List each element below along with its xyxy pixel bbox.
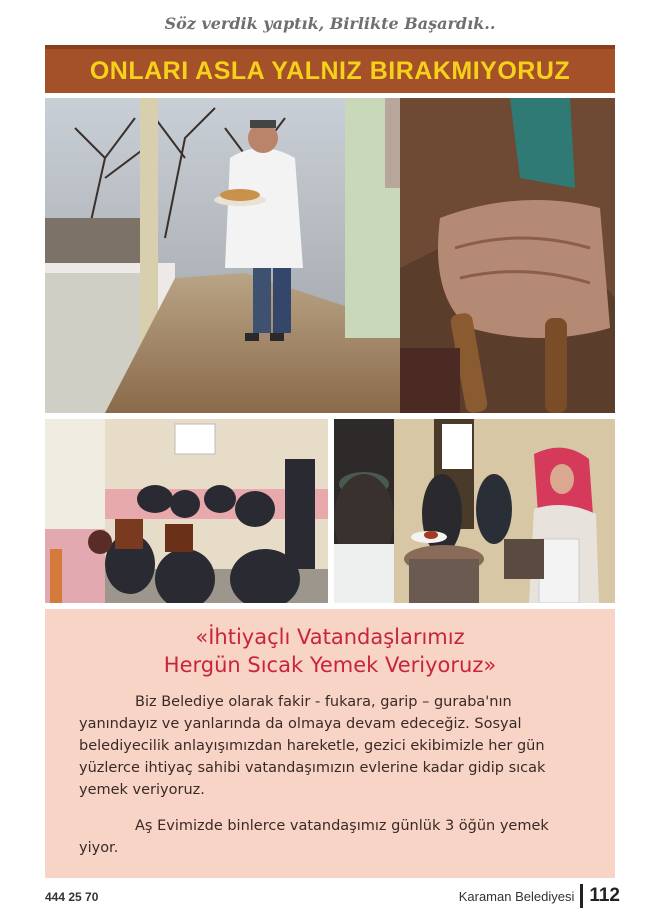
photo-dining-hall [45, 419, 328, 603]
page-number: 112 [589, 885, 620, 906]
photo-serving-soup [334, 419, 615, 603]
article-heading-line1: «İhtiyaçlı Vatandaşlarımız [195, 625, 465, 649]
page-slogan: Söz verdik yaptık, Birlikte Başardık.. [164, 14, 496, 33]
article-heading [79, 623, 581, 679]
footer-org-block [459, 882, 620, 910]
title-banner [45, 45, 615, 93]
footer-organization: Karaman Belediyesi [458, 888, 575, 904]
photo-elderly-hands-on-cane [400, 98, 615, 413]
article-paragraph-2: Aş Evimizde binlerce vatandaşımız günlük 3 öğün yemek yiyor. [79, 818, 549, 856]
article-heading-line2: Hergün Sıcak Yemek Veriyoruz» [163, 653, 497, 677]
footer-phone: 444 25 70 [45, 890, 99, 904]
footer-separator [580, 884, 583, 908]
banner-title: ONLARI ASLA YALNIZ BIRAKMIYORUZ [89, 56, 571, 85]
photo-man-carrying-food [45, 98, 457, 413]
article-paragraph-1: Biz Belediye olarak fakir - fukara, garip – guraba'nın yanındayız ve yanlarında da olmaya devam edeceğiz. Sosyal belediyecilik anlayışımızdan hareketle, gezici ekibimizle her gün yüzlerce ihtiyaç sahibi vatandaşımızın evlerine kadar gidip sıcak yemek veriyoruz. [79, 694, 546, 798]
article-box [45, 609, 615, 878]
